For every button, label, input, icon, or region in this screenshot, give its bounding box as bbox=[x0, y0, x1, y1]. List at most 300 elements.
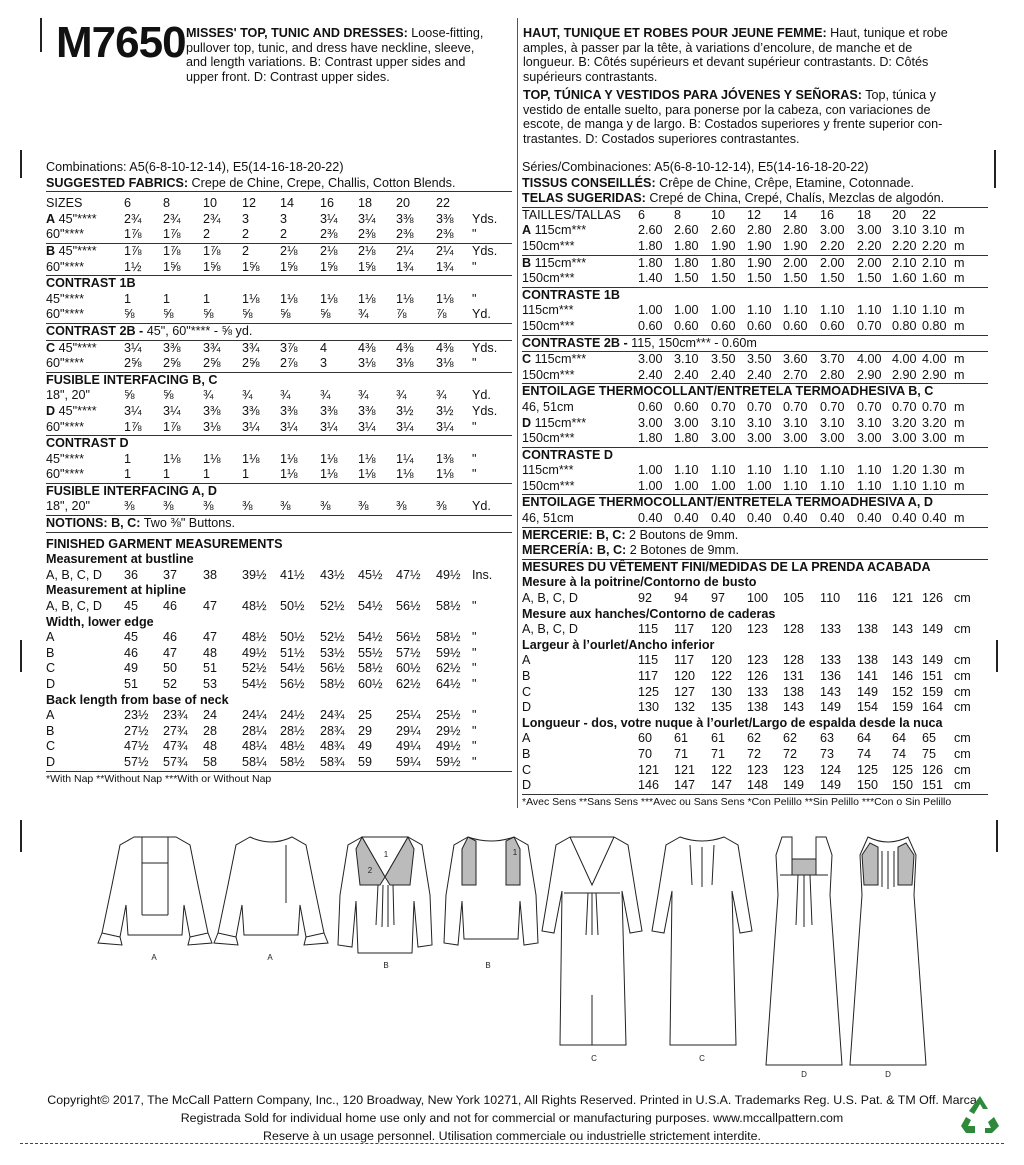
row-label: B 115cm*** bbox=[522, 255, 587, 270]
table-cell: 3.10 bbox=[820, 415, 845, 430]
view-number: 1 bbox=[383, 850, 389, 859]
table-cell: 3.00 bbox=[711, 431, 736, 446]
table-cell: 49 bbox=[358, 739, 373, 754]
table-cell: ⅜ bbox=[320, 499, 331, 514]
table-cell: 58½ bbox=[358, 661, 383, 676]
table-cell: 2.00 bbox=[820, 255, 845, 270]
table-cell: 94 bbox=[674, 591, 689, 606]
text-line: TELAS SUGERIDAS: Crepé de China, Crepé, Chalís, Mezclas de algodón. bbox=[522, 191, 988, 208]
table-cell: ¾ bbox=[280, 388, 291, 403]
view-label: A bbox=[267, 953, 273, 962]
table-cell: 1 bbox=[203, 467, 211, 482]
table-cell: m bbox=[954, 223, 965, 238]
table-cell: 116 bbox=[857, 591, 878, 606]
table-cell: 2.40 bbox=[674, 367, 699, 382]
table-cell: 3⅜ bbox=[396, 211, 414, 226]
table-cell: 1.00 bbox=[674, 478, 699, 493]
table-cell: 1⅞ bbox=[163, 227, 181, 242]
row-label: D bbox=[522, 778, 532, 793]
table-cell: 0.40 bbox=[638, 511, 663, 526]
table-cell: 29¼ bbox=[396, 723, 421, 738]
table-cell: 3¼ bbox=[163, 403, 181, 418]
row-label: 150cm*** bbox=[522, 271, 575, 286]
table-cell: 2 bbox=[242, 243, 250, 258]
description-line: amples, à passer par la tête, à variations d’encolure, de manche et de bbox=[523, 40, 913, 55]
table-cell: 47¾ bbox=[163, 739, 188, 754]
table-cell: 1¾ bbox=[396, 259, 414, 274]
row-label: B bbox=[46, 723, 55, 738]
table-cell: 125 bbox=[638, 684, 660, 699]
table-cell: 3.10 bbox=[711, 415, 736, 430]
table-cell: 47 bbox=[203, 599, 218, 614]
table-cell: 58 bbox=[203, 754, 218, 769]
table-cell: 2⅜ bbox=[320, 227, 338, 242]
table-cell: ⅝ bbox=[163, 307, 174, 322]
table-cell: 0.60 bbox=[820, 318, 845, 333]
row-label: 45"**** bbox=[46, 291, 85, 306]
table-cell: 1.10 bbox=[747, 303, 772, 318]
table-cell: 2⅜ bbox=[436, 227, 454, 242]
row-label: C bbox=[46, 661, 56, 676]
table-cell: 130 bbox=[638, 700, 660, 715]
table-cell: 1½ bbox=[124, 259, 142, 274]
row-label: A, B, C, D bbox=[46, 599, 102, 614]
table-cell: 2 bbox=[203, 227, 211, 242]
table-cell: 152 bbox=[892, 684, 914, 699]
table-cell: 6 bbox=[638, 207, 646, 222]
table-cell: 56½ bbox=[320, 661, 345, 676]
table-cell: 74 bbox=[892, 746, 907, 761]
table-row bbox=[522, 778, 988, 795]
table-cell: 56½ bbox=[280, 677, 305, 691]
table-cell: 3¾ bbox=[242, 340, 260, 355]
table-cell: 49½ bbox=[242, 645, 267, 660]
pattern-number: M7650 bbox=[56, 18, 186, 67]
table-cell: 2.10 bbox=[892, 255, 917, 270]
table-cell: 1⅛ bbox=[358, 451, 376, 466]
table-cell: 143 bbox=[892, 653, 914, 668]
table-cell: 117 bbox=[674, 653, 695, 668]
table-cell: 1.80 bbox=[638, 238, 663, 253]
table-cell: 8 bbox=[674, 207, 682, 222]
table-cell: 2.10 bbox=[922, 255, 947, 270]
table-cell: 1⅛ bbox=[280, 467, 298, 482]
table-row bbox=[46, 568, 512, 584]
table-cell: 105 bbox=[783, 591, 805, 606]
table-cell: 2.80 bbox=[747, 223, 772, 238]
table-row bbox=[522, 208, 988, 224]
section-heading: CONTRASTE D bbox=[522, 447, 613, 462]
table-cell: 3.00 bbox=[922, 431, 947, 446]
table-cell: 53½ bbox=[320, 645, 345, 660]
table-cell: 121 bbox=[674, 762, 696, 777]
view-label: C bbox=[591, 1054, 597, 1063]
table-cell: 132 bbox=[674, 700, 696, 715]
section-heading: Longueur - dos, votre nuque à l’ourlet/Largo de espalda desde la nuca bbox=[522, 715, 943, 730]
row-label: A, B, C, D bbox=[46, 567, 102, 582]
english-yardage-table bbox=[46, 160, 512, 787]
table-cell: 3⅜ bbox=[436, 211, 454, 226]
row-label: B bbox=[46, 645, 55, 660]
table-cell: 1⅛ bbox=[396, 291, 414, 306]
table-cell: 1.30 bbox=[922, 463, 947, 478]
table-cell: 45½ bbox=[358, 567, 383, 582]
table-cell: ¾ bbox=[320, 388, 331, 403]
table-row bbox=[46, 196, 512, 212]
table-cell: cm bbox=[954, 684, 971, 699]
table-cell: 115 bbox=[638, 653, 659, 668]
table-row bbox=[522, 319, 988, 336]
table-cell: m bbox=[954, 415, 965, 430]
table-cell: 46 bbox=[163, 599, 178, 614]
table-cell: 1 bbox=[163, 291, 171, 306]
table-cell: 4 bbox=[320, 340, 328, 355]
table-cell: 123 bbox=[747, 762, 769, 777]
metric-yardage-table bbox=[522, 160, 988, 810]
table-cell: 58½ bbox=[320, 677, 345, 691]
table-cell: 3.10 bbox=[747, 415, 772, 430]
table-cell: 2.00 bbox=[783, 255, 808, 270]
table-cell: 1⅛ bbox=[320, 291, 338, 306]
table-cell: 2⅜ bbox=[358, 227, 376, 242]
table-cell: 125 bbox=[857, 762, 879, 777]
table-row bbox=[46, 341, 512, 357]
section-heading: Width, lower edge bbox=[46, 614, 154, 629]
table-cell: 164 bbox=[922, 700, 944, 715]
table-cell: 2⅜ bbox=[396, 227, 414, 242]
table-row bbox=[522, 747, 988, 763]
text-line: Combinations: A5(6-8-10-12-14), E5(14-16-18-20-22) bbox=[46, 160, 344, 174]
table-cell: Yds. bbox=[472, 211, 498, 226]
table-cell: 0.60 bbox=[747, 318, 772, 333]
table-cell: 97 bbox=[711, 591, 726, 606]
registration-mark bbox=[996, 640, 998, 672]
table-cell: 1.10 bbox=[857, 303, 882, 318]
table-cell: 0.60 bbox=[638, 399, 663, 414]
table-row bbox=[46, 661, 512, 677]
table-cell: Yds. bbox=[472, 340, 498, 355]
table-cell: 3⅜ bbox=[280, 403, 298, 418]
table-cell: 3⅛ bbox=[396, 356, 414, 371]
table-cell: 92 bbox=[638, 591, 653, 606]
table-cell: 0.80 bbox=[892, 318, 917, 333]
table-cell: 12 bbox=[747, 207, 762, 222]
table-cell: 1.10 bbox=[857, 463, 882, 478]
table-cell: 61 bbox=[711, 731, 726, 746]
table-cell: 3 bbox=[242, 211, 250, 226]
table-cell: 64 bbox=[892, 731, 907, 746]
table-row bbox=[522, 591, 988, 607]
text-line: Séries/Combinaciones: A5(6-8-10-12-14), E5(14-16-18-20-22) bbox=[522, 160, 869, 174]
table-cell: 2¼ bbox=[436, 243, 454, 258]
table-cell: 22 bbox=[922, 207, 937, 222]
table-cell: 45 bbox=[124, 599, 139, 614]
description-line: supérieurs contrastants. bbox=[523, 69, 658, 84]
table-cell: 0.60 bbox=[674, 318, 699, 333]
table-row bbox=[522, 463, 988, 479]
table-cell: 27¾ bbox=[163, 723, 188, 738]
table-row bbox=[46, 452, 512, 468]
table-cell: 49 bbox=[124, 661, 139, 676]
table-cell: ¾ bbox=[358, 388, 369, 403]
table-cell: 1⅞ bbox=[124, 419, 142, 434]
table-cell: 0.40 bbox=[674, 511, 699, 526]
table-cell: 1⅝ bbox=[280, 259, 298, 274]
table-cell: " bbox=[472, 419, 477, 434]
table-cell: 2.20 bbox=[857, 238, 882, 253]
table-cell: 1.90 bbox=[747, 255, 772, 270]
table-row bbox=[522, 303, 988, 319]
table-cell: 2.70 bbox=[783, 367, 808, 382]
section-heading: FUSIBLE INTERFACING B, C bbox=[46, 372, 218, 387]
section-heading: MESURES DU VÊTEMENT FINI/MEDIDAS DE LA PRENDA ACABADA bbox=[522, 559, 931, 574]
table-row bbox=[46, 646, 512, 662]
table-cell: 52 bbox=[163, 677, 178, 691]
table-cell: m bbox=[954, 318, 965, 333]
table-cell: 149 bbox=[857, 684, 879, 699]
table-cell: 2.60 bbox=[711, 223, 736, 238]
table-cell: 3⅜ bbox=[358, 403, 376, 418]
table-cell: m bbox=[954, 238, 965, 253]
table-cell: 56½ bbox=[396, 599, 421, 614]
registration-mark bbox=[994, 150, 996, 188]
row-label: 115cm*** bbox=[522, 303, 574, 318]
table-cell: 1⅛ bbox=[358, 291, 376, 306]
row-label: 150cm*** bbox=[522, 238, 575, 253]
table-cell: 52½ bbox=[320, 599, 345, 614]
table-cell: 0.40 bbox=[711, 511, 736, 526]
table-cell: m bbox=[954, 431, 965, 446]
table-cell: 18 bbox=[358, 196, 373, 211]
table-cell: Yds. bbox=[472, 243, 498, 258]
table-cell: 2.90 bbox=[922, 367, 947, 382]
table-cell: 54½ bbox=[358, 630, 383, 645]
table-row bbox=[46, 755, 512, 772]
table-cell: 1⅝ bbox=[203, 259, 221, 274]
section-heading: FINISHED GARMENT MEASUREMENTS bbox=[46, 536, 283, 551]
table-cell: 3⅛ bbox=[358, 356, 376, 371]
table-cell: 71 bbox=[711, 746, 726, 761]
table-cell: 1.10 bbox=[783, 478, 808, 493]
table-cell: 121 bbox=[892, 591, 914, 606]
table-cell: 0.70 bbox=[857, 318, 882, 333]
table-cell: 3¼ bbox=[358, 419, 376, 434]
table-cell: 1⅞ bbox=[163, 419, 181, 434]
table-cell: 148 bbox=[747, 778, 769, 793]
table-cell: 130 bbox=[711, 684, 733, 699]
table-cell: 1.50 bbox=[747, 271, 772, 286]
table-cell: 123 bbox=[747, 653, 769, 668]
table-cell: 1.50 bbox=[820, 271, 845, 286]
table-cell: 147 bbox=[674, 778, 696, 793]
row-label: A bbox=[46, 630, 55, 645]
registration-mark bbox=[20, 150, 22, 178]
table-cell: 2.80 bbox=[783, 223, 808, 238]
table-cell: 0.70 bbox=[857, 399, 882, 414]
table-cell: 133 bbox=[820, 622, 842, 637]
registration-mark bbox=[20, 820, 22, 852]
table-cell: 73 bbox=[820, 746, 835, 761]
table-cell: 1 bbox=[242, 467, 250, 482]
table-cell: " bbox=[472, 630, 477, 645]
registration-mark bbox=[996, 820, 998, 852]
table-cell: 2⅛ bbox=[280, 243, 298, 258]
table-cell: 138 bbox=[857, 653, 879, 668]
section-heading: Mesure à la poitrine/Contorno de busto bbox=[522, 575, 757, 590]
row-label: D bbox=[46, 754, 56, 769]
table-cell: 123 bbox=[747, 622, 769, 637]
table-cell: 1⅛ bbox=[396, 467, 414, 482]
table-cell: ¾ bbox=[242, 388, 253, 403]
table-row bbox=[522, 479, 988, 496]
table-cell: Ins. bbox=[472, 567, 493, 582]
table-row bbox=[522, 400, 988, 416]
table-cell: 48¼ bbox=[242, 739, 267, 754]
table-cell: 121 bbox=[638, 762, 660, 777]
table-cell: 0.60 bbox=[638, 318, 663, 333]
table-cell: 3⅞ bbox=[280, 340, 298, 355]
table-cell: 51 bbox=[124, 677, 139, 691]
table-cell: 1.80 bbox=[674, 255, 699, 270]
table-cell: 115 bbox=[638, 622, 659, 637]
table-cell: 0.40 bbox=[857, 511, 882, 526]
table-cell: 150 bbox=[857, 778, 879, 793]
table-row bbox=[46, 307, 512, 324]
table-cell: ⅜ bbox=[358, 499, 369, 514]
table-cell: 1⅛ bbox=[280, 451, 298, 466]
table-cell: 62 bbox=[783, 731, 798, 746]
table-cell: 3.10 bbox=[783, 415, 808, 430]
view-label: B bbox=[383, 961, 389, 970]
description-english bbox=[186, 26, 512, 84]
table-cell: 2.20 bbox=[892, 238, 917, 253]
table-cell: 143 bbox=[820, 684, 842, 699]
table-row bbox=[46, 739, 512, 755]
table-cell: 0.40 bbox=[892, 511, 917, 526]
table-cell: 14 bbox=[280, 196, 295, 211]
table-cell: m bbox=[954, 463, 965, 478]
table-cell: 3¼ bbox=[320, 419, 338, 434]
section-heading: Measurement at bustline bbox=[46, 552, 194, 567]
table-cell: ⅝ bbox=[280, 307, 291, 322]
section-heading: Back length from base of neck bbox=[46, 692, 229, 707]
table-cell: ⅝ bbox=[203, 307, 214, 322]
table-cell: ⅞ bbox=[436, 307, 447, 322]
table-cell: 149 bbox=[783, 778, 805, 793]
table-row bbox=[522, 223, 988, 239]
table-cell: 28¾ bbox=[320, 723, 345, 738]
table-cell: 54½ bbox=[242, 677, 267, 691]
description-line: escote, de manga y de largo. B: Costados superiores y frente superior con- bbox=[523, 117, 943, 132]
table-row bbox=[46, 499, 512, 516]
table-cell: 28¼ bbox=[242, 723, 267, 738]
table-cell: 3 bbox=[320, 356, 328, 371]
table-cell: 55½ bbox=[358, 645, 383, 660]
description-spanish bbox=[523, 88, 987, 146]
table-cell: 122 bbox=[711, 762, 733, 777]
table-cell: 147 bbox=[711, 778, 733, 793]
table-cell: 0.60 bbox=[674, 399, 699, 414]
table-cell: 2⅝ bbox=[124, 356, 142, 371]
table-cell: 3.00 bbox=[747, 431, 772, 446]
table-cell: 1.10 bbox=[711, 463, 736, 478]
table-cell: 3 bbox=[280, 211, 288, 226]
table-cell: 100 bbox=[747, 591, 769, 606]
table-cell: 24¾ bbox=[320, 708, 345, 723]
table-cell: 25½ bbox=[436, 708, 461, 723]
row-label: D bbox=[46, 677, 56, 691]
table-cell: 25 bbox=[358, 708, 373, 723]
table-cell: 48 bbox=[203, 645, 218, 660]
table-cell: 1.60 bbox=[892, 271, 917, 286]
table-cell: 23¾ bbox=[163, 708, 188, 723]
view-number: 1 bbox=[512, 848, 518, 857]
table-cell: 52½ bbox=[320, 630, 345, 645]
row-label: SIZES bbox=[46, 196, 83, 211]
table-cell: 1⅞ bbox=[124, 243, 142, 258]
table-cell: 0.40 bbox=[747, 511, 772, 526]
table-cell: 2.60 bbox=[638, 223, 663, 238]
table-cell: 3¼ bbox=[124, 340, 142, 355]
table-cell: 28 bbox=[203, 723, 218, 738]
row-label: C bbox=[46, 739, 56, 754]
table-cell: " bbox=[472, 227, 477, 242]
table-cell: 14 bbox=[783, 207, 798, 222]
table-row bbox=[522, 731, 988, 747]
row-label: 18", 20" bbox=[46, 388, 90, 403]
table-cell: 3.00 bbox=[638, 352, 663, 367]
table-cell: 8 bbox=[163, 196, 171, 211]
table-cell: 49¼ bbox=[396, 739, 421, 754]
table-cell: " bbox=[472, 356, 477, 371]
table-cell: 3⅜ bbox=[242, 403, 260, 418]
table-cell: 1 bbox=[124, 451, 132, 466]
table-cell: 3¼ bbox=[320, 211, 338, 226]
table-cell: 138 bbox=[857, 622, 879, 637]
row-label: C bbox=[522, 684, 532, 699]
table-cell: 138 bbox=[783, 684, 805, 699]
table-cell: 1⅛ bbox=[358, 467, 376, 482]
table-cell: 1.10 bbox=[820, 303, 845, 318]
table-cell: 151 bbox=[922, 669, 944, 683]
recycle-icon bbox=[958, 1093, 1002, 1137]
row-label: 60"**** bbox=[46, 356, 85, 371]
table-cell: 3¼ bbox=[242, 419, 260, 434]
table-cell: m bbox=[954, 478, 965, 493]
row-label: 150cm*** bbox=[522, 431, 575, 446]
table-cell: 143 bbox=[783, 700, 805, 715]
table-cell: 1⅞ bbox=[163, 243, 181, 258]
table-cell: 16 bbox=[320, 196, 335, 211]
table-cell: 1.10 bbox=[857, 478, 882, 493]
table-cell: 3¼ bbox=[280, 419, 298, 434]
table-row bbox=[522, 416, 988, 432]
table-cell: ⅞ bbox=[396, 307, 407, 322]
table-cell: cm bbox=[954, 591, 971, 606]
table-cell: 1⅜ bbox=[436, 451, 454, 466]
table-cell: 47 bbox=[163, 645, 178, 660]
table-row bbox=[522, 239, 988, 256]
view-label: A bbox=[151, 953, 157, 962]
table-cell: 138 bbox=[747, 700, 769, 715]
table-cell: ⅝ bbox=[242, 307, 253, 322]
table-row bbox=[46, 212, 512, 228]
table-row bbox=[46, 677, 512, 693]
copyright-line: Copyright© 2017, The McCall Pattern Company, Inc., 120 Broadway, New York 10271, All Rights Reserved. Printed in U.S.A. Trademarks Reg. U.S. Pat. & TM Off. Marca bbox=[47, 1093, 977, 1107]
table-cell: 1.50 bbox=[711, 271, 736, 286]
table-cell: 6 bbox=[124, 196, 132, 211]
text-line: CONTRASTE 2B - 115, 150cm*** - 0.60m bbox=[522, 336, 988, 353]
